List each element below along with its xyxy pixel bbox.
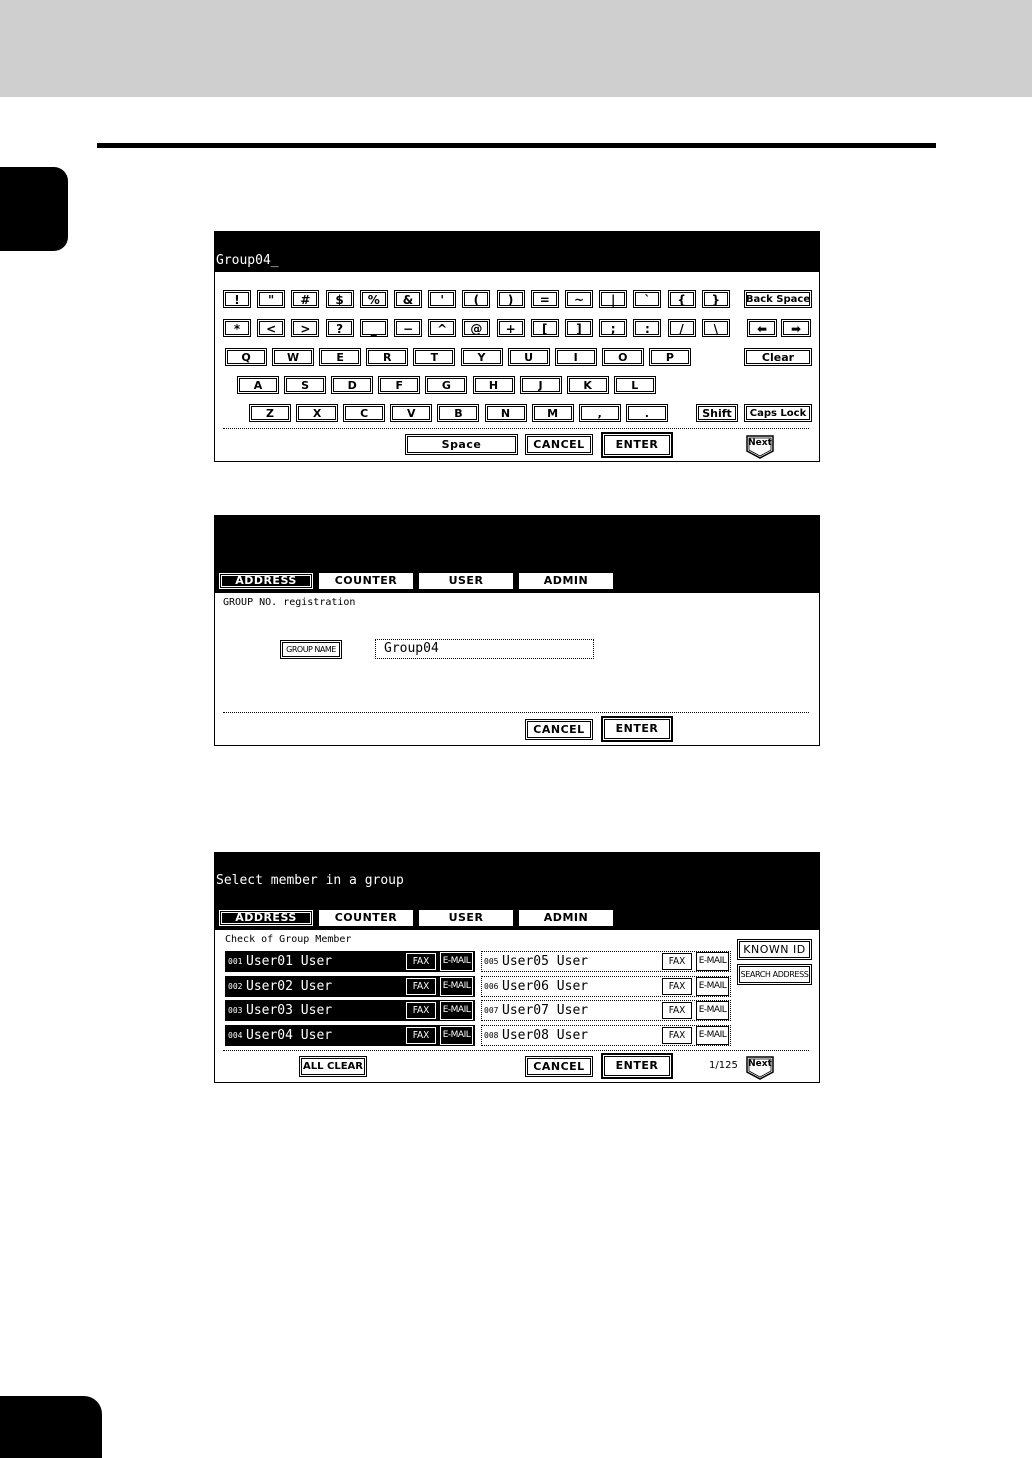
key-row1-2[interactable]: # (291, 290, 319, 308)
key-row1-5[interactable]: & (394, 290, 422, 308)
enter-button[interactable]: ENTER (601, 432, 673, 458)
email-indicator[interactable]: E-MAIL (696, 952, 729, 971)
key-row2-10[interactable]: ] (565, 319, 593, 337)
left-arrow-key[interactable]: ⬅ (747, 319, 777, 337)
key-row4-2[interactable]: D (331, 376, 373, 394)
key-row1-9[interactable]: = (531, 290, 559, 308)
key-row5-8[interactable]: . (626, 404, 668, 422)
next-button[interactable] (746, 1056, 774, 1080)
key-row1-8[interactable]: ) (497, 290, 525, 308)
tab-bar (217, 908, 817, 928)
cancel-button[interactable]: CANCEL (525, 434, 593, 455)
email-indicator[interactable]: E-MAIL (696, 1001, 729, 1020)
key-row2-3[interactable]: ? (326, 319, 354, 337)
enter-button[interactable]: ENTER (601, 716, 673, 742)
key-row5-3[interactable]: V (390, 404, 432, 422)
separator-line (223, 428, 809, 429)
key-row1-3[interactable]: $ (326, 290, 354, 308)
page-header-band (0, 0, 1032, 97)
search-address-button[interactable]: SEARCH ADDRESS (737, 964, 812, 985)
group-name-field[interactable]: Group04 (375, 639, 594, 659)
member-number: 005 (484, 957, 499, 966)
fax-indicator[interactable]: FAX (662, 953, 692, 970)
key-row3-0[interactable]: Q (225, 348, 267, 366)
key-row2-11[interactable]: ; (599, 319, 627, 337)
tab-admin[interactable]: ADMIN (519, 910, 613, 926)
right-arrow-key[interactable]: ➡ (781, 319, 811, 337)
key-row3-9[interactable]: P (649, 348, 691, 366)
key-row5-0[interactable]: Z (249, 404, 291, 422)
key-row3-3[interactable]: R (366, 348, 408, 366)
member-row-selected[interactable] (225, 1025, 475, 1046)
key-row1-0[interactable]: ! (223, 290, 251, 308)
key-row2-2[interactable]: > (291, 319, 319, 337)
fax-indicator[interactable]: FAX (406, 1027, 436, 1044)
key-row2-13[interactable]: / (668, 319, 696, 337)
tab-admin[interactable]: ADMIN (519, 573, 613, 589)
key-row4-0[interactable]: A (237, 376, 279, 394)
email-indicator[interactable]: E-MAIL (440, 977, 473, 996)
group-registration-screen (214, 515, 820, 746)
key-row3-5[interactable]: Y (461, 348, 503, 366)
member-number: 004 (228, 1031, 243, 1040)
email-indicator[interactable]: E-MAIL (440, 952, 473, 971)
key-row2-0[interactable]: * (223, 319, 251, 337)
fax-indicator[interactable]: FAX (406, 1002, 436, 1019)
fax-indicator[interactable]: FAX (406, 953, 436, 970)
member-number: 003 (228, 1006, 243, 1015)
key-row3-4[interactable]: T (413, 348, 455, 366)
page-indicator: 1/125 (709, 1060, 738, 1071)
caps-lock-key[interactable]: Caps Lock (744, 404, 812, 422)
fax-indicator[interactable]: FAX (406, 978, 436, 995)
member-name: User06 User (502, 979, 589, 994)
key-row5-2[interactable]: C (343, 404, 385, 422)
member-name: User02 User (246, 979, 333, 994)
key-row3-1[interactable]: W (272, 348, 314, 366)
member-number: 008 (484, 1031, 499, 1040)
member-select-screen (214, 852, 820, 1083)
enter-button[interactable]: ENTER (601, 1053, 673, 1079)
next-label: Next (748, 1059, 772, 1069)
next-button[interactable] (746, 435, 774, 459)
tab-counter[interactable]: COUNTER (319, 910, 413, 926)
key-row4-6[interactable]: J (520, 376, 562, 394)
shift-key[interactable]: Shift (696, 404, 738, 422)
member-name: User03 User (246, 1003, 333, 1018)
key-row4-1[interactable]: S (284, 376, 326, 394)
key-row5-5[interactable]: N (485, 404, 527, 422)
backspace-key[interactable]: Back Space (744, 290, 812, 308)
key-row2-4[interactable]: _ (360, 319, 388, 337)
known-id-button[interactable]: KNOWN ID (737, 939, 812, 960)
key-row2-12[interactable]: : (633, 319, 661, 337)
key-row3-7[interactable]: I (555, 348, 597, 366)
input-display (215, 232, 819, 272)
member-number: 002 (228, 982, 243, 991)
key-row2-1[interactable]: < (257, 319, 285, 337)
key-row4-7[interactable]: K (567, 376, 609, 394)
chapter-tab (0, 167, 68, 251)
key-row4-8[interactable]: L (614, 376, 656, 394)
screen-title: Select member in a group (216, 873, 404, 888)
email-indicator[interactable]: E-MAIL (440, 1001, 473, 1020)
email-indicator[interactable]: E-MAIL (696, 977, 729, 996)
member-row-selected[interactable] (225, 951, 475, 972)
key-row1-4[interactable]: % (360, 290, 388, 308)
member-row[interactable] (481, 1025, 731, 1046)
member-row[interactable] (481, 951, 731, 972)
key-row2-7[interactable]: @ (462, 319, 490, 337)
keyboard-screen (214, 231, 820, 462)
key-row5-4[interactable]: B (437, 404, 479, 422)
key-row2-9[interactable]: [ (531, 319, 559, 337)
member-name: User05 User (502, 954, 589, 969)
member-row[interactable] (481, 1000, 731, 1021)
member-name: User08 User (502, 1028, 589, 1043)
member-name: User07 User (502, 1003, 589, 1018)
key-row1-1[interactable]: " (257, 290, 285, 308)
member-name: User04 User (246, 1028, 333, 1043)
member-row-selected[interactable] (225, 976, 475, 997)
member-row[interactable] (481, 976, 731, 997)
screen-subtitle: GROUP NO. registration (223, 597, 356, 608)
member-name: User01 User (246, 954, 333, 969)
key-row1-11[interactable]: | (599, 290, 627, 308)
key-row5-6[interactable]: M (532, 404, 574, 422)
key-row2-5[interactable]: − (394, 319, 422, 337)
member-number: 007 (484, 1006, 499, 1015)
input-text: Group04_ (216, 253, 279, 268)
next-label: Next (748, 438, 772, 448)
separator-line (223, 1050, 809, 1051)
member-row-selected[interactable] (225, 1000, 475, 1021)
key-row1-6[interactable]: ' (428, 290, 456, 308)
key-row2-6[interactable]: ^ (428, 319, 456, 337)
screen-subtitle: Check of Group Member (225, 934, 352, 945)
tab-bar (217, 571, 817, 591)
key-row4-4[interactable]: G (425, 376, 467, 394)
key-row2-14[interactable]: \ (702, 319, 730, 337)
key-row4-5[interactable]: H (473, 376, 515, 394)
clear-key[interactable]: Clear (744, 348, 812, 366)
key-row1-10[interactable]: ~ (565, 290, 593, 308)
screen-header (215, 516, 819, 593)
separator-line (223, 712, 809, 713)
key-row3-2[interactable]: E (319, 348, 361, 366)
key-row1-13[interactable]: { (668, 290, 696, 308)
key-row5-7[interactable]: , (579, 404, 621, 422)
tab-user[interactable]: USER (419, 573, 513, 589)
key-row1-14[interactable]: } (702, 290, 730, 308)
fax-indicator[interactable]: FAX (662, 1027, 692, 1044)
key-row2-8[interactable]: + (497, 319, 525, 337)
key-row1-12[interactable]: ` (633, 290, 661, 308)
key-row5-1[interactable]: X (296, 404, 338, 422)
member-number: 006 (484, 982, 499, 991)
screen-header (215, 853, 819, 930)
tab-user[interactable]: USER (419, 910, 513, 926)
tab-address[interactable]: ADDRESS (219, 573, 313, 589)
email-indicator[interactable]: E-MAIL (696, 1026, 729, 1045)
cancel-button[interactable]: CANCEL (525, 1056, 593, 1077)
fax-indicator[interactable]: FAX (662, 1002, 692, 1019)
email-indicator[interactable]: E-MAIL (440, 1026, 473, 1045)
page-number-tab (0, 1396, 102, 1458)
fax-indicator[interactable]: FAX (662, 978, 692, 995)
space-button[interactable]: Space (405, 434, 518, 455)
key-row3-6[interactable]: U (508, 348, 550, 366)
tab-address[interactable]: ADDRESS (219, 910, 313, 926)
key-row4-3[interactable]: F (378, 376, 420, 394)
key-row1-7[interactable]: ( (462, 290, 490, 308)
cancel-button[interactable]: CANCEL (525, 719, 593, 740)
member-number: 001 (228, 957, 243, 966)
header-rule (97, 143, 936, 148)
all-clear-button[interactable]: ALL CLEAR (299, 1056, 367, 1077)
key-row3-8[interactable]: O (602, 348, 644, 366)
tab-counter[interactable]: COUNTER (319, 573, 413, 589)
group-name-button[interactable]: GROUP NAME (280, 640, 342, 659)
